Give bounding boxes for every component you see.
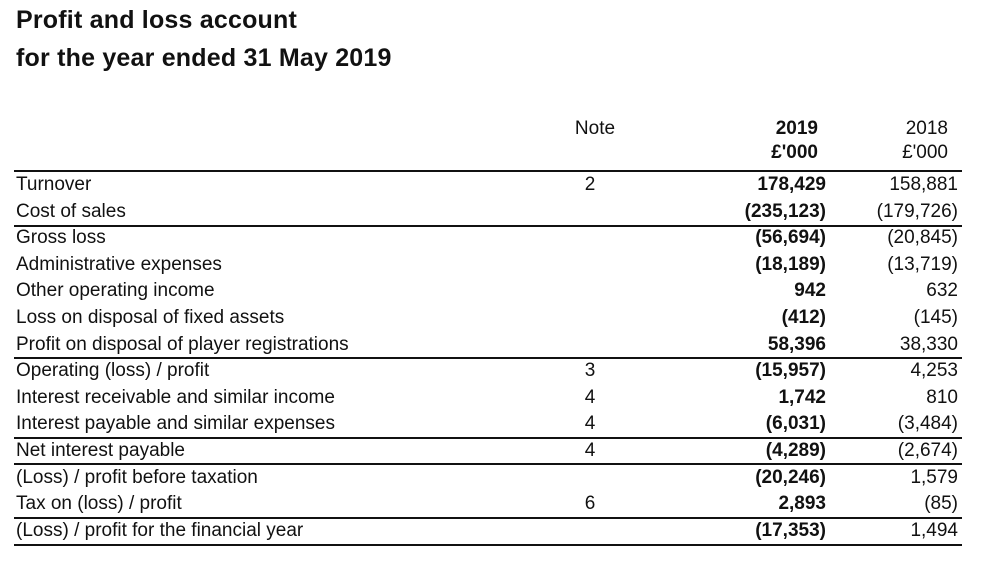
row-label: Operating (loss) / profit	[16, 360, 210, 382]
table-row	[14, 465, 960, 492]
table-row	[14, 305, 960, 332]
row-value-2018: (179,726)	[876, 200, 958, 222]
table-row	[14, 491, 960, 518]
row-label: Administrative expenses	[16, 253, 222, 275]
row-label: Interest payable and similar expenses	[16, 413, 335, 435]
row-value-2019: (18,189)	[755, 253, 826, 275]
row-value-2018: 632	[926, 280, 958, 302]
year-2019-label: 2019	[775, 118, 818, 139]
row-value-2018: (85)	[924, 493, 958, 515]
row-value-2018: 158,881	[889, 174, 958, 195]
row-label: Interest receivable and similar income	[16, 386, 335, 408]
table-row	[14, 385, 960, 412]
table-row	[14, 278, 960, 305]
row-label: Turnover	[16, 174, 92, 195]
row-label: Net interest payable	[16, 439, 185, 461]
row-value-2018: 1,579	[910, 466, 958, 488]
row-value-2019: (20,246)	[755, 466, 826, 488]
row-value-2018: 38,330	[899, 333, 958, 355]
year-2018-label: 2018	[905, 118, 948, 139]
row-value-2019: (235,123)	[744, 200, 826, 222]
row-value-2019: 58,396	[767, 333, 826, 355]
profit-loss-table	[14, 172, 960, 544]
row-label: Tax on (loss) / profit	[16, 493, 182, 515]
page-title: Profit and loss account	[16, 6, 298, 34]
note-column-header: Note	[574, 118, 616, 139]
row-label: Profit on disposal of player registrations	[16, 333, 349, 355]
row-value-2018: (3,484)	[897, 413, 958, 435]
table-row	[14, 252, 960, 279]
row-value-2018: (13,719)	[887, 253, 958, 275]
row-value-2018: (20,845)	[887, 227, 958, 249]
row-label: (Loss) / profit for the financial year	[16, 519, 304, 541]
table-row	[14, 358, 960, 385]
row-value-2019: (4,289)	[765, 439, 826, 461]
row-value-2019: 2,893	[778, 493, 826, 515]
year-2019-column-header	[700, 117, 818, 165]
table-row	[14, 438, 960, 465]
row-value-2019: 178,429	[757, 174, 826, 195]
row-value-2018: 1,494	[910, 519, 958, 541]
row-label: Other operating income	[16, 280, 215, 302]
table-row	[14, 518, 960, 545]
table-row	[14, 199, 960, 226]
table-row	[14, 225, 960, 252]
row-label: Cost of sales	[16, 200, 126, 222]
year-2018-column-header	[840, 117, 948, 165]
row-value-2018: 810	[926, 386, 958, 408]
row-value-2019: (56,694)	[755, 227, 826, 249]
row-value-2018: 4,253	[910, 360, 958, 382]
page-subtitle: for the year ended 31 May 2019	[16, 44, 392, 72]
row-label: Gross loss	[16, 227, 106, 249]
row-note: 3	[584, 360, 596, 382]
row-note: 4	[584, 439, 596, 461]
row-value-2019: 942	[794, 280, 826, 302]
row-label: (Loss) / profit before taxation	[16, 466, 258, 488]
row-value-2018: (2,674)	[897, 439, 958, 461]
table-row	[14, 332, 960, 359]
table-row	[14, 411, 960, 438]
row-note: 2	[584, 174, 596, 195]
row-value-2018: (145)	[913, 306, 958, 328]
row-value-2019: (6,031)	[765, 413, 826, 435]
row-value-2019: (412)	[781, 306, 826, 328]
row-label: Loss on disposal of fixed assets	[16, 306, 285, 328]
row-note: 4	[584, 413, 596, 435]
row-value-2019: (15,957)	[755, 360, 826, 382]
row-value-2019: 1,742	[778, 386, 826, 408]
row-note: 4	[584, 386, 596, 408]
row-value-2019: (17,353)	[755, 519, 826, 541]
row-note: 6	[584, 493, 596, 515]
table-row	[14, 172, 960, 199]
year-2019-unit: £'000	[771, 142, 818, 163]
year-2018-unit: £'000	[902, 142, 948, 163]
